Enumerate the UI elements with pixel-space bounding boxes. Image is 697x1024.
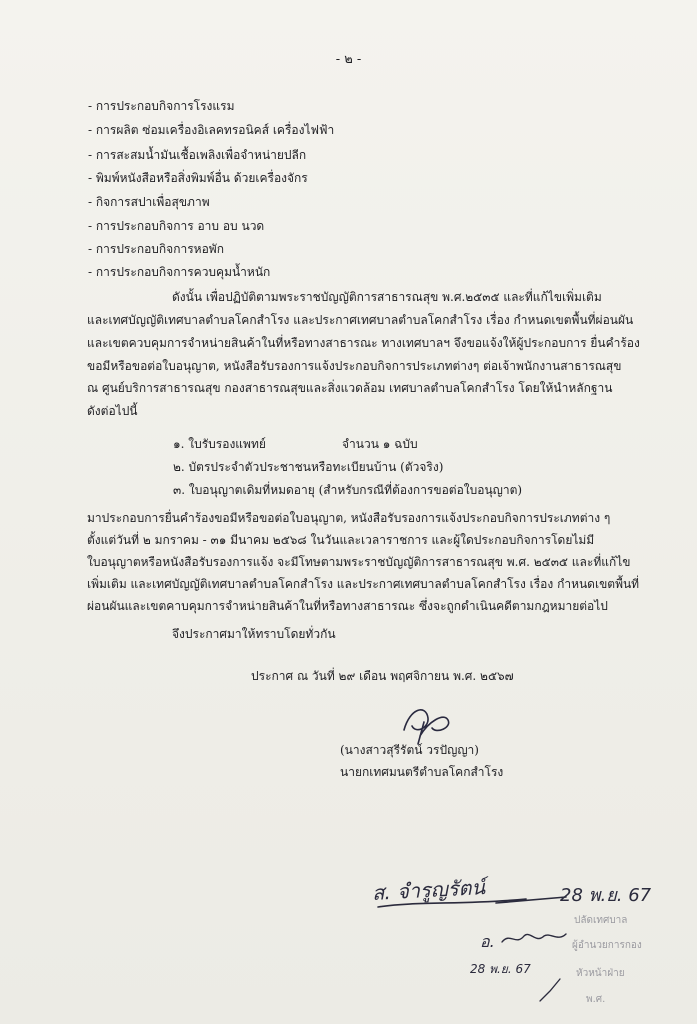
handwritten-checkmark: [536, 975, 566, 1005]
list-item: - การประกอบกิจการหอพัก: [88, 242, 224, 256]
document-item: ๒. บัตรประจำตัวประชาชนหรือทะเบียนบ้าน (ตัวจริง): [173, 460, 444, 474]
list-item: - การผลิต ซ่อมเครื่องอิเลคทรอนิคส์ เครื่องไฟฟ้า: [88, 123, 335, 137]
document-item: ๓. ใบอนุญาตเดิมที่หมดอายุ (สำหรับกรณีที่ต้องการขอต่อใบอนุญาต): [173, 483, 523, 497]
paragraph-line: และเทศบัญญัติเทศบาลตำบลโคกสำโรง และประกาศเทศบาลตำบลโคกสำโรง เรื่อง กำหนดเขตพื้นที่ผ่อนผัน: [87, 313, 634, 327]
stamp-line: พ.ศ.: [586, 994, 606, 1005]
handwritten-scribble: [500, 928, 570, 950]
document-copies: จำนวน ๑ ฉบับ: [342, 437, 418, 451]
handwritten-date: 28 พ.ย. 67: [470, 962, 531, 976]
stamp-line: ปลัดเทศบาล: [574, 915, 628, 926]
signatory-name: (นางสาวสุรีรัตน์ วรปัญญา): [340, 743, 479, 757]
announce-date: ประกาศ ณ วันที่ ๒๙ เดือน พฤศจิกายน พ.ศ. ๒๕๖๗: [251, 669, 514, 683]
paragraph-line: ขอมีหรือขอต่อใบอนุญาต, หนังสือรับรองการแจ้งประกอบกิจการประเภทต่างๆ ต่อเจ้าพนักงานสาธารณสุข: [87, 359, 622, 373]
paragraph-line: ณ ศูนย์บริการสาธารณสุข กองสาธารณสุขและสิ่งแวดล้อม เทศบาลตำบลโคกสำโรง โดยให้นำหลักฐาน: [87, 381, 613, 395]
handwritten-initial: อ.: [480, 932, 495, 951]
stamp-line: ผู้อำนวยการกอง: [572, 940, 642, 951]
paragraph-line: ดังนั้น เพื่อปฏิบัติตามพระราชบัญญัติการสาธารณสุข พ.ศ.๒๕๓๕ และที่แก้ไขเพิ่มเติม: [172, 290, 602, 304]
list-item: - พิมพ์หนังสือหรือสิ่งพิมพ์อื่น ด้วยเครื่องจักร: [88, 171, 308, 185]
list-item: - กิจการสปาเพื่อสุขภาพ: [88, 195, 210, 209]
paragraph-line: ดังต่อไปนี้: [87, 404, 138, 418]
list-item: - การประกอบกิจการควบคุมน้ำหนัก: [88, 265, 271, 279]
stamp-line: หัวหน้าฝ่าย: [576, 968, 625, 979]
document-item: ๑. ใบรับรองแพทย์: [173, 437, 266, 451]
paragraph-line: ใบอนุญาตหรือหนังสือรับรองการแจ้ง จะมีโทษตามพระราชบัญญัติการสาธารณสุข พ.ศ. ๒๕๓๕ และที่แก้ไข: [87, 555, 631, 569]
paragraph-line: และเขตควบคุมการจำหน่ายสินค้าในที่หรือทางสาธารณะ ทางเทศบาลฯ จึงขอแจ้งให้ผู้ประกอบการ ยื่นคำร้อง: [87, 336, 640, 350]
handwritten-date: 28 พ.ย. 67: [560, 885, 652, 906]
page-number: - ๒ -: [335, 52, 362, 67]
paragraph-line: ผ่อนผันและเขตคาบคุมการจำหน่ายสินค้าในที่หรือทางสาธารณะ ซึ่งจะถูกดำเนินคดีตามกฎหมายต่อไป: [87, 599, 608, 613]
handwritten-underline: [376, 895, 576, 911]
list-item: - การสะสมน้ำมันเชื้อเพลิงเพื่อจำหน่ายปลีก: [88, 148, 307, 162]
announcement-line: จึงประกาศมาให้ทราบโดยทั่วกัน: [172, 627, 336, 641]
list-item: - การประกอบกิจการ อาบ อบ นวด: [88, 219, 265, 233]
paragraph-line: ตั้งแต่วันที่ ๒ มกราคม - ๓๑ มีนาคม ๒๕๖๘ ในวันและเวลาราชการ และผู้ใดประกอบกิจการโดยไม่มี: [87, 533, 595, 547]
paragraph-line: มาประกอบการยื่นคำร้องขอมีหรือขอต่อใบอนุญาต, หนังสือรับรองการแจ้งประกอบกิจการประเภทต่าง ๆ: [87, 511, 611, 525]
paragraph-line: เพิ่มเติม และเทศบัญญัติเทศบาลตำบลโคกสำโรง และประกาศเทศบาลตำบลโคกสำโรง เรื่อง กำหนดเขตพื้นที่: [87, 577, 640, 591]
list-item: - การประกอบกิจการโรงแรม: [88, 99, 235, 113]
handwritten-initial: ส. จำรูญรัตน์: [371, 875, 486, 905]
signatory-title: นายกเทศมนตรีตำบลโคกสำโรง: [340, 765, 504, 779]
